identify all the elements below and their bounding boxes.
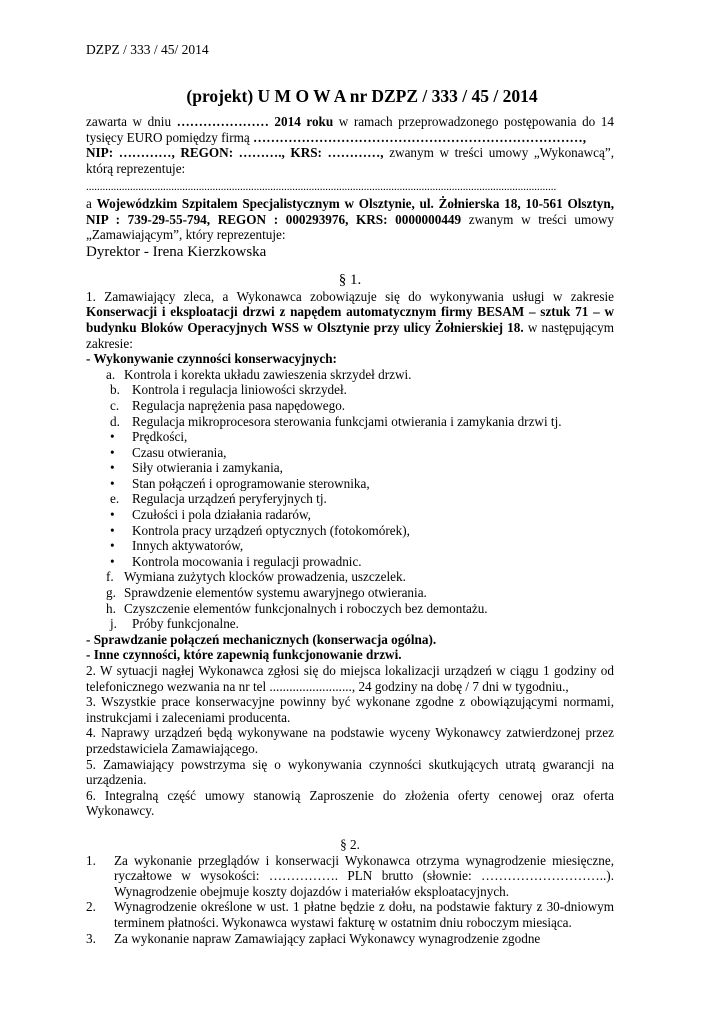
list-number: 3. <box>86 930 96 946</box>
list-marker: • <box>110 444 115 460</box>
bullet-list-item <box>86 460 614 476</box>
lettered-list-item <box>86 569 614 585</box>
list-marker: c. <box>110 397 120 413</box>
section-2-heading: § 2. <box>340 836 360 852</box>
signature-dotted-line: ........................................................................................................................................................................... <box>86 181 557 194</box>
bullet-list-item <box>86 476 614 492</box>
list-item-text: Regulacja urządzeń peryferyjnych tj. <box>132 491 327 507</box>
bullet-list-item <box>86 445 614 461</box>
list-item-text: Regulacja mikroprocesora sterowania funkcjami otwierania i zamykania drzwi tj. <box>132 413 562 429</box>
section-1-paragraph-6: 6. Integralną część umowy stanowią Zaproszenie do złożenia oferty cenowej oraz oferta Wykonawcy. <box>86 787 614 819</box>
ordering-party-paragraph: a Wojewódzkim Szpitalem Specjalistycznym w Olsztynie, ul. Żołnierska 18, 10-561 Olsztyn, NIP : 739-29-55-794, REGON : 000293976, KRS: 0000000449 zwanym w treści umowy „Zamawiającym”, który reprezentuje: <box>86 195 615 243</box>
list-marker: • <box>110 507 115 523</box>
scope-group-other: - Inne czynności, które zapewnią funkcjonowanie drzwi. <box>86 647 402 663</box>
list-item-text: Wynagrodzenie określone w ust. 1 płatne będzie z dołu, na podstawie faktury z 30-dniowym terminem płatności. Wykonawca wystawi fakturę w ostatnim dniu roboczym miesiąca. <box>114 899 614 930</box>
list-number: 1. <box>86 852 96 868</box>
list-item-text: Regulacja naprężenia pasa napędowego. <box>132 397 346 413</box>
bullet-list-item <box>86 429 614 445</box>
list-number: 2. <box>86 899 96 915</box>
bullet-list-item <box>86 507 614 523</box>
contract-title: (projekt) U M O W A nr DZPZ / 333 / 45 / 2014 <box>186 86 538 106</box>
list-marker: • <box>110 429 115 445</box>
list-marker: • <box>110 475 115 491</box>
numbered-list-item <box>86 931 614 947</box>
numbered-list-item <box>86 899 614 930</box>
lettered-list-item <box>86 398 614 414</box>
list-marker: h. <box>106 600 116 616</box>
list-item-text: Stan połączeń i oprogramowanie sterownika, <box>132 475 370 491</box>
list-item-text: Za wykonanie przeglądów i konserwacji Wykonawca otrzyma wynagrodzenie miesięczne, ryczałtowe w wysokości: ……………. PLN brutto (słownie: ………………………..). Wynagrodzenie obejmuje koszty dojazdów i materiałów eksploatacyjnych. <box>114 852 614 899</box>
director-name: Dyrektor - Irena Kierzkowska <box>86 243 267 260</box>
list-marker: • <box>110 460 115 476</box>
section-1-paragraph-4: 4. Naprawy urządzeń będą wykonywane na podstawie wyceny Wykonawcy zatwierdzonej przez przedstawiciela Zamawiającego. <box>86 725 614 756</box>
intro-paragraph: zawarta w dniu ………………… 2014 roku w ramach przeprowadzonego postępowania do 14 tysięcy EURO pomiędzy firmą …………………………………………………………………, NIP: …………, REGON: ………., KRS: …………, zwanym w treści umowy „Wykonawcą”, którą reprezentuje: <box>86 114 614 176</box>
list-item-text: Próby funkcjonalne. <box>132 616 239 632</box>
lettered-list-item <box>86 367 614 383</box>
list-marker: e. <box>110 491 120 507</box>
list-marker: f. <box>106 569 114 585</box>
list-marker: • <box>110 538 115 554</box>
list-item-text: Kontrola pracy urządzeń optycznych (fotokomórek), <box>132 522 410 538</box>
document-reference: DZPZ / 333 / 45/ 2014 <box>86 42 209 57</box>
section-1-paragraph-2: 2. W sytuacji nagłej Wykonawca zgłosi się do miejsca lokalizacji urządzeń w ciągu 1 godziny od telefonicznego wezwania na nr tel ........................., 24 godziny na dobę / 7 dni w tygodniu., <box>86 663 614 694</box>
list-marker: g. <box>106 585 116 601</box>
list-item-text: Sprawdzenie elementów systemu awaryjnego otwierania. <box>124 585 427 601</box>
document-body <box>86 114 614 946</box>
bullet-list-item <box>86 538 614 554</box>
bullet-list-item <box>86 523 614 539</box>
list-item-text: Kontrola mocowania i regulacji prowadnic. <box>132 553 362 569</box>
lettered-list-item <box>86 491 614 507</box>
list-marker: • <box>110 522 115 538</box>
maintenance-items-list <box>86 367 614 632</box>
lettered-list-item <box>86 616 614 632</box>
list-item-text: Czułości i pola działania radarów, <box>132 507 311 523</box>
list-item-text: Czasu otwierania, <box>132 444 227 460</box>
section-1-paragraph-5: 5. Zamawiający powstrzyma się o wykonywania czynności skutkujących utratą gwarancji na urządzenia. <box>86 756 614 788</box>
list-item-text: Za wykonanie napraw Zamawiający zapłaci Wykonawcy wynagrodzenie zgodne <box>114 930 541 946</box>
list-item-text: Kontrola i regulacja liniowości skrzydeł. <box>132 382 347 398</box>
list-item-text: Siły otwierania i zamykania, <box>132 460 283 476</box>
list-item-text: Prędkości, <box>132 429 188 445</box>
section-2-list <box>86 853 614 947</box>
list-item-text: Innych aktywatorów, <box>132 538 244 554</box>
list-marker: • <box>110 553 115 569</box>
section-1-paragraph-3: 3. Wszystkie prace konserwacyjne powinny być wykonane zgodne z obowiązującymi normami, instrukcjami i zaleceniami producenta. <box>86 694 614 725</box>
lettered-list-item <box>86 414 614 430</box>
list-item-text: Wymiana zużytych klocków prowadzenia, uszczelek. <box>124 569 406 585</box>
list-marker: b. <box>110 382 120 398</box>
section-1-heading: § 1. <box>338 271 362 288</box>
list-item-text: Czyszczenie elementów funkcjonalnych i roboczych bez demontażu. <box>124 600 488 616</box>
lettered-list-item <box>86 382 614 398</box>
list-marker: d. <box>110 413 120 429</box>
list-marker: a. <box>106 366 116 382</box>
scope-group-mechanical: - Sprawdzanie połączeń mechanicznych (konserwacja ogólna). <box>86 631 437 647</box>
list-marker: j. <box>110 616 117 632</box>
section-1-paragraph-1: 1. Zamawiający zleca, a Wykonawca zobowiązuje się do wykonywania usługi w zakresie Konserwacji i eksploatacji drzwi z napędem automatycznym firmy BESAM – sztuk 71 – w budynku Bloków Operacyjnych WSS w Olsztynie przy ulicy Żołnierskiej 18. w następującym zakresie: <box>86 288 615 351</box>
list-item-text: Kontrola i korekta układu zawieszenia skrzydeł drzwi. <box>124 366 412 382</box>
lettered-list-item <box>86 585 614 601</box>
scope-group-maintenance: - Wykonywanie czynności konserwacyjnych: <box>86 351 337 367</box>
lettered-list-item <box>86 601 614 617</box>
bullet-list-item <box>86 554 614 570</box>
numbered-list-item <box>86 853 614 900</box>
